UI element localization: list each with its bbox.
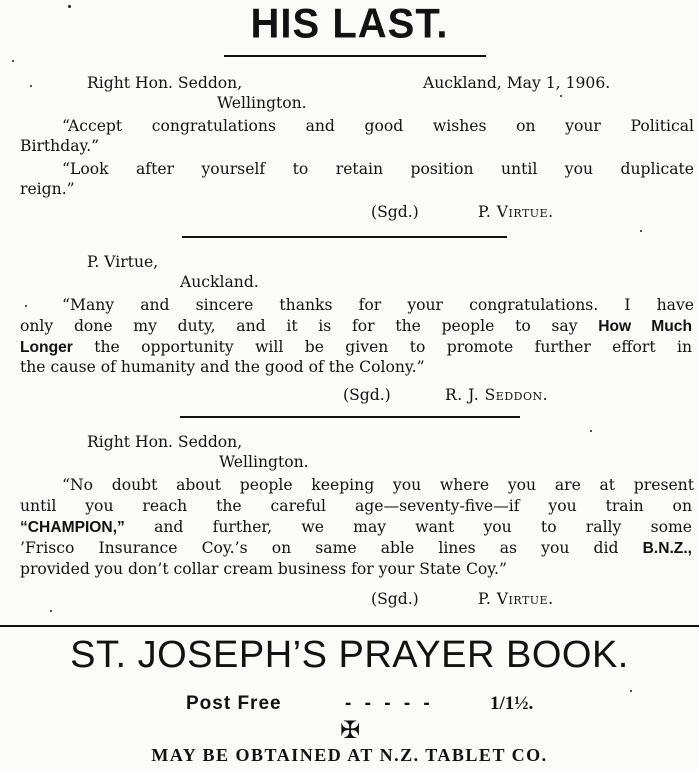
print-speck [50, 610, 52, 612]
telegram1-sgd: (Sgd.) [371, 203, 419, 221]
telegram1-line-4: reign.” [20, 180, 75, 198]
telegram2-signer: R. J. Seddon. [445, 386, 549, 404]
telegram2-emphasis-how-much: How Much [598, 318, 692, 335]
print-speck [590, 430, 592, 432]
print-speck [630, 690, 632, 692]
telegram1-line-2: Birthday.” [20, 137, 100, 155]
telegram1-to-name: Right Hon. Seddon, [87, 74, 243, 92]
divider-2 [180, 416, 520, 418]
print-speck [30, 85, 32, 87]
telegram3-signer: P. Virtue. [478, 590, 554, 608]
telegram1-dateline: Auckland, May 1, 1906. [423, 74, 611, 92]
telegram2-line-2-text: only done my duty, and it is for the people to say [20, 317, 578, 335]
print-speck [12, 60, 14, 62]
advert-price: 1/1½. [490, 693, 534, 714]
telegram2-line-1: “Many and sincere thanks for your congratulations. I have [62, 296, 694, 314]
telegram3-line-3 [20, 518, 692, 537]
telegram2-line-3 [20, 338, 692, 357]
advert-dashes: - - - - - [345, 693, 434, 714]
telegram3-line-3-text: and further, we may want you to rally some [154, 518, 692, 536]
telegram3-emphasis-bnz: B.N.Z., [642, 540, 692, 557]
telegram2-emphasis-longer: Longer [20, 339, 73, 356]
telegram1-line-1: “Accept congratulations and good wishes on your Political [62, 117, 694, 135]
telegram3-sgd: (Sgd.) [371, 590, 419, 608]
advert-title: ST. JOSEPH’S PRAYER BOOK. [70, 634, 629, 676]
telegram2-sgd: (Sgd.) [343, 386, 391, 404]
telegram1-signer: P. Virtue. [478, 203, 554, 221]
telegram1-to-place: Wellington. [217, 94, 307, 112]
telegram3-emphasis-champion: “CHAMPION,” [20, 519, 125, 536]
telegram3-line-4 [20, 539, 692, 558]
telegram3-to-name: Right Hon. Seddon, [87, 433, 243, 451]
advert-post-free: Post Free [186, 693, 282, 714]
cross-icon: ✠ [340, 716, 361, 744]
advert-top-rule [0, 625, 699, 627]
telegram3-line-5: provided you don’t collar cream business for your State Coy.” [20, 560, 507, 578]
telegram2-line-2 [20, 317, 692, 336]
telegram2-to-place: Auckland. [180, 273, 259, 291]
divider-1 [182, 236, 507, 238]
telegram2-to-name: P. Virtue, [87, 253, 159, 271]
advert-obtain-line: MAY BE OBTAINED AT N.Z. TABLET CO. [151, 745, 548, 765]
print-speck [68, 5, 71, 8]
print-speck [560, 95, 562, 97]
headline: HIS LAST. [250, 0, 449, 48]
telegram3-line-4-text: ’Frisco Insurance Coy.’s on same able lines as you did [20, 539, 619, 557]
telegram1-line-3: “Look after yourself to retain position until you duplicate [62, 160, 694, 178]
telegram3-line-1: “No doubt about people keeping you where you are at present [62, 476, 694, 494]
print-speck [640, 230, 642, 232]
telegram2-line-4: the cause of humanity and the good of the Colony.” [20, 358, 425, 376]
headline-underline [224, 55, 486, 57]
telegram2-line-3-text: the opportunity will be given to promote further effort in [94, 338, 692, 356]
telegram3-line-2: until you reach the careful age—seventy-five—if you train on [20, 497, 692, 515]
telegram3-to-place: Wellington. [219, 453, 309, 471]
print-speck [25, 305, 27, 307]
